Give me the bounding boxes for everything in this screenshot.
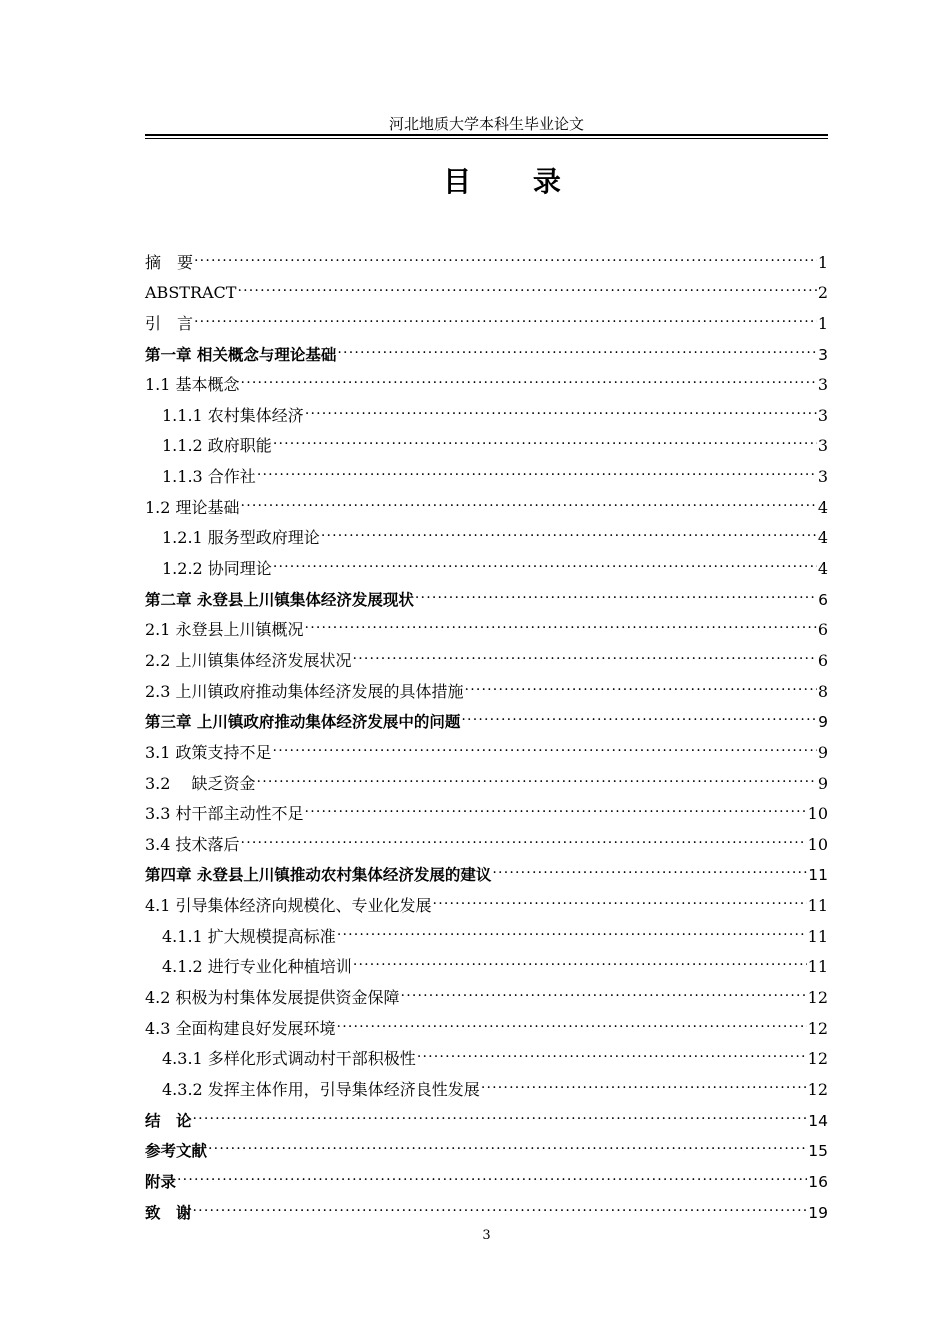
toc-entry[interactable] — [145, 1187, 828, 1222]
toc-entry[interactable] — [145, 390, 828, 425]
toc-entry-page: 11 — [808, 866, 828, 885]
toc-dot-leader — [194, 298, 817, 329]
toc-entry-label: 1.1.3 合作社 — [162, 467, 256, 487]
toc-entry-page: 6 — [817, 650, 828, 670]
toc-entry-label: 第一章 相关概念与理论基础 — [145, 345, 337, 364]
toc-entry-label: 参考文献 — [145, 1142, 208, 1161]
toc-entry[interactable] — [145, 268, 828, 303]
toc-entry-page: 19 — [808, 1203, 828, 1222]
toc-entry-page: 12 — [807, 988, 828, 1008]
toc-dot-leader — [321, 513, 817, 544]
toc-dot-leader — [465, 666, 817, 697]
toc-entry-page: 3 — [817, 405, 828, 425]
toc-dot-leader — [433, 880, 807, 911]
toc-entry-page: 11 — [807, 926, 828, 946]
running-header: 河北地质大学本科生毕业论文 — [388, 115, 584, 133]
toc-dot-leader — [337, 911, 807, 942]
toc-entry-page: 10 — [807, 804, 828, 824]
page-number: 3 — [482, 1228, 491, 1243]
header-rule-thick — [145, 134, 828, 136]
toc-entry-label: 2.1 永登县上川镇概况 — [145, 620, 304, 640]
toc-entry-page: 14 — [808, 1111, 828, 1130]
toc-entry[interactable] — [145, 1126, 828, 1161]
toc-entry-page: 12 — [807, 1079, 828, 1099]
toc-dot-leader — [194, 237, 817, 268]
toc-entry-page: 6 — [817, 620, 828, 640]
toc-entry-label: 引 言 — [145, 313, 194, 333]
toc-entry-label: 第三章 上川镇政府推动集体经济发展中的问题 — [145, 713, 461, 732]
toc-entry-label: 4.1 引导集体经济向规模化、专业化发展 — [145, 896, 432, 916]
toc-dot-leader — [305, 789, 807, 820]
toc-entry-label: 摘 要 — [145, 252, 194, 272]
toc-entry-page: 9 — [818, 713, 828, 732]
toc-entry-page: 2 — [817, 283, 828, 303]
toc-dot-leader — [492, 850, 807, 881]
toc-dot-leader — [241, 360, 817, 391]
toc-entry-label: 1.2.2 协同理论 — [162, 559, 272, 579]
toc-entry-label: 3.4 技术落后 — [145, 834, 240, 854]
toc-dot-leader — [237, 268, 816, 299]
toc-dot-leader — [257, 758, 817, 789]
toc-entry-label: 1.1 基本概念 — [145, 375, 240, 395]
toc-entry-page: 8 — [817, 681, 828, 701]
toc-title: 目 录 — [443, 165, 587, 198]
header-rule-thin — [145, 138, 828, 139]
toc-dot-leader — [353, 635, 817, 666]
toc-dot-leader — [193, 1187, 808, 1218]
toc-entry-page: 3 — [818, 345, 828, 364]
toc-entry-page: 1 — [817, 252, 828, 272]
toc-dot-leader — [208, 1126, 807, 1157]
toc-dot-leader — [257, 451, 817, 482]
toc-entry-label: 第四章 永登县上川镇推动农村集体经济发展的建议 — [145, 866, 492, 885]
toc-dot-leader — [417, 1034, 807, 1065]
toc-dot-leader — [193, 1095, 808, 1126]
toc-entry-label: 3.3 村干部主动性不足 — [145, 804, 304, 824]
toc-entry[interactable] — [145, 1095, 828, 1130]
toc-entry-label: 致 谢 — [145, 1203, 192, 1222]
toc-entry-page: 12 — [807, 1049, 828, 1069]
toc-entry-label: 3.2 缺乏资金 — [145, 773, 256, 793]
toc-entry-label: 4.1.2 进行专业化种植培训 — [162, 957, 352, 977]
toc-entry-page: 4 — [817, 497, 828, 517]
toc-entry-label: 1.1.1 农村集体经济 — [162, 405, 304, 425]
toc-dot-leader — [273, 421, 817, 452]
toc-entry-page: 11 — [807, 896, 828, 916]
toc-entry[interactable] — [145, 360, 828, 395]
toc-entry-label: 2.3 上川镇政府推动集体经济发展的具体措施 — [145, 681, 464, 701]
toc-entry-page: 4 — [817, 559, 828, 579]
toc-entry-label: 3.1 政策支持不足 — [145, 742, 272, 762]
toc-entry-page: 6 — [818, 590, 828, 609]
toc-entry-page: 12 — [807, 1018, 828, 1038]
toc-dot-leader — [337, 329, 817, 360]
toc-entry-page: 4 — [817, 528, 828, 548]
toc-entry-page: 3 — [817, 436, 828, 456]
toc-dot-leader — [305, 605, 817, 636]
toc-entry-label: 2.2 上川镇集体经济发展状况 — [145, 650, 352, 670]
toc-dot-leader — [401, 972, 807, 1003]
toc-entry[interactable] — [145, 482, 828, 517]
toc-entry[interactable] — [145, 513, 828, 548]
toc-dot-leader — [415, 574, 817, 605]
toc-entry-label: 结 论 — [145, 1111, 192, 1130]
toc-dot-leader — [337, 1003, 807, 1034]
toc-entry-label: 1.2 理论基础 — [145, 497, 240, 517]
toc-entry-page: 16 — [808, 1172, 828, 1191]
toc-entry-label: 1.1.2 政府职能 — [162, 436, 272, 456]
toc-entry-label: 4.3.2 发挥主体作用，引导集体经济良性发展 — [162, 1079, 480, 1099]
toc-entry-page: 3 — [817, 467, 828, 487]
toc-dot-leader — [353, 942, 807, 973]
toc-entry-label: 4.2 积极为村集体发展提供资金保障 — [145, 988, 400, 1008]
toc-entry-page: 10 — [807, 834, 828, 854]
toc-entry-label: 4.3.1 多样化形式调动村干部积极性 — [162, 1049, 416, 1069]
toc-entry-page: 3 — [817, 375, 828, 395]
toc-entry-label: 第二章 永登县上川镇集体经济发展现状 — [145, 590, 414, 609]
toc-entry[interactable] — [145, 298, 828, 333]
toc-entry-page: 1 — [817, 313, 828, 333]
toc-entry-label: 4.1.1 扩大规模提高标准 — [162, 926, 336, 946]
toc-dot-leader — [481, 1064, 807, 1095]
toc-entry-page: 15 — [808, 1142, 828, 1161]
toc-dot-leader — [241, 482, 817, 513]
toc-entry[interactable] — [145, 1156, 828, 1191]
toc-entry-label: 1.2.1 服务型政府理论 — [162, 528, 320, 548]
toc-entry-page: 9 — [817, 773, 828, 793]
toc-entry-page: 9 — [817, 742, 828, 762]
toc-dot-leader — [241, 819, 807, 850]
toc-dot-leader — [461, 697, 817, 728]
toc-dot-leader — [273, 727, 817, 758]
toc-entry[interactable] — [145, 850, 828, 885]
toc-entry-label: 4.3 全面构建良好发展环境 — [145, 1018, 336, 1038]
toc-dot-leader — [305, 390, 817, 421]
toc-dot-leader — [177, 1156, 807, 1187]
toc-entry-label: ABSTRACT — [145, 283, 237, 303]
toc-entry[interactable] — [145, 237, 828, 272]
toc-entry[interactable] — [145, 329, 828, 364]
toc-dot-leader — [273, 543, 817, 574]
toc-entry[interactable] — [145, 819, 828, 854]
toc-entry-page: 11 — [807, 957, 828, 977]
table-of-contents — [145, 237, 828, 1222]
toc-entry-label: 附录 — [145, 1172, 177, 1191]
